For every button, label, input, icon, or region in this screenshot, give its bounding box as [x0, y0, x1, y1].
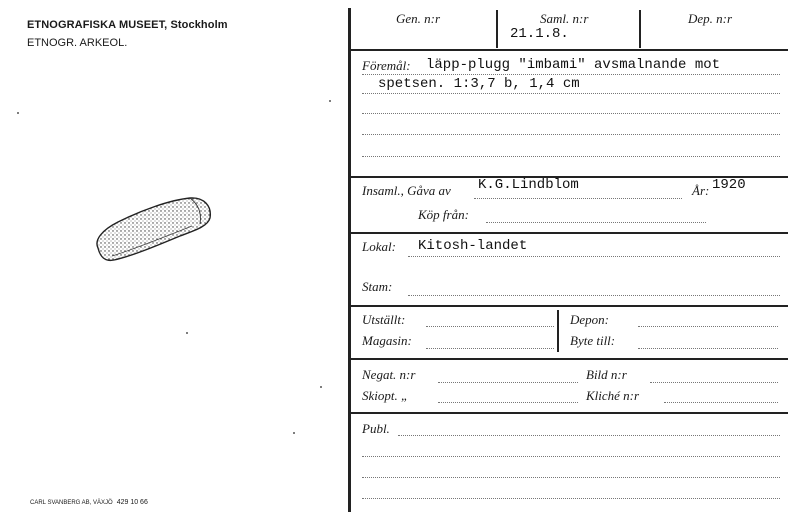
- section-divider: [348, 358, 788, 360]
- museum-name: ETNOGRAFISKA MUSEET, Stockholm: [27, 19, 228, 31]
- publ-label: Publ.: [362, 421, 390, 436]
- bild-label: Bild n:r: [586, 367, 627, 382]
- section-divider: [348, 232, 788, 234]
- insaml-value: K.G.Lindblom: [478, 177, 579, 193]
- utstallt-dotted-line: [426, 326, 554, 327]
- lokal-value: Kitosh-landet: [418, 238, 528, 254]
- top-separator: [639, 10, 641, 48]
- depon-label: Depon:: [570, 312, 609, 327]
- print-number: 429 10 66: [116, 499, 148, 506]
- utstallt-label: Utställt:: [362, 312, 406, 327]
- section-divider: [348, 412, 788, 414]
- depon-dotted-line: [638, 326, 778, 327]
- ruled-line: [362, 498, 780, 499]
- paper-speck: [186, 332, 188, 334]
- negat-dotted-line: [438, 382, 578, 383]
- saml-label: Saml. n:r: [540, 11, 589, 26]
- bild-dotted-line: [650, 382, 778, 383]
- byte-label: Byte till:: [570, 333, 616, 348]
- foremal-text-line1: läpp-plugg "imbami" avsmalnande mot: [426, 57, 721, 73]
- department-label: ETNOGR. ARKEOL.: [27, 37, 128, 49]
- printer-imprint: [30, 499, 148, 506]
- magasin-dotted-line: [426, 348, 554, 349]
- paper-speck: [17, 112, 19, 114]
- magasin-label: Magasin:: [362, 333, 412, 348]
- section-divider: [348, 305, 788, 307]
- ruled-line: [362, 74, 780, 75]
- lokal-label: Lokal:: [362, 239, 396, 254]
- section-divider: [348, 49, 788, 51]
- stam-label: Stam:: [362, 279, 393, 294]
- catalog-card: [348, 8, 788, 512]
- ar-value: 1920: [712, 177, 746, 193]
- ruled-line: [362, 134, 780, 135]
- paper-speck: [293, 432, 295, 434]
- insaml-label: Insaml., Gåva av: [362, 183, 451, 198]
- kliche-dotted-line: [664, 402, 778, 403]
- insaml-dotted-line: [474, 198, 682, 199]
- ruled-line: [362, 113, 780, 114]
- ruled-line: [362, 477, 780, 478]
- kop-dotted-line: [486, 222, 706, 223]
- negat-label: Negat. n:r: [362, 367, 416, 382]
- paper-speck: [329, 100, 331, 102]
- lip-plug-drawing: [92, 190, 217, 270]
- paper-speck: [320, 386, 322, 388]
- foremal-text-line2: spetsen. 1:3,7 b, 1,4 cm: [378, 76, 580, 92]
- skiopt-dotted-line: [438, 402, 578, 403]
- ruled-line: [398, 435, 780, 436]
- top-separator: [496, 10, 498, 48]
- middle-separator: [557, 310, 559, 352]
- printer-name: CARL SVANBERG AB, VÄXJÖ: [30, 500, 113, 506]
- skiopt-label: Skiopt. „: [362, 388, 409, 403]
- dep-label: Dep. n:r: [688, 11, 733, 26]
- byte-dotted-line: [638, 348, 778, 349]
- kliche-label: Kliché n:r: [586, 388, 640, 403]
- saml-value: 21.1.8.: [510, 26, 569, 42]
- ruled-line: [408, 295, 780, 296]
- ruled-line: [408, 256, 780, 257]
- left-panel: [0, 0, 348, 519]
- ruled-line: [362, 93, 780, 94]
- ruled-line: [362, 456, 780, 457]
- ruled-line: [362, 156, 780, 157]
- ar-label: År:: [692, 183, 710, 198]
- foremal-label: Föremål:: [362, 58, 411, 73]
- kop-label: Köp från:: [418, 207, 469, 222]
- gen-label: Gen. n:r: [396, 11, 441, 26]
- card-left-border: [348, 8, 351, 512]
